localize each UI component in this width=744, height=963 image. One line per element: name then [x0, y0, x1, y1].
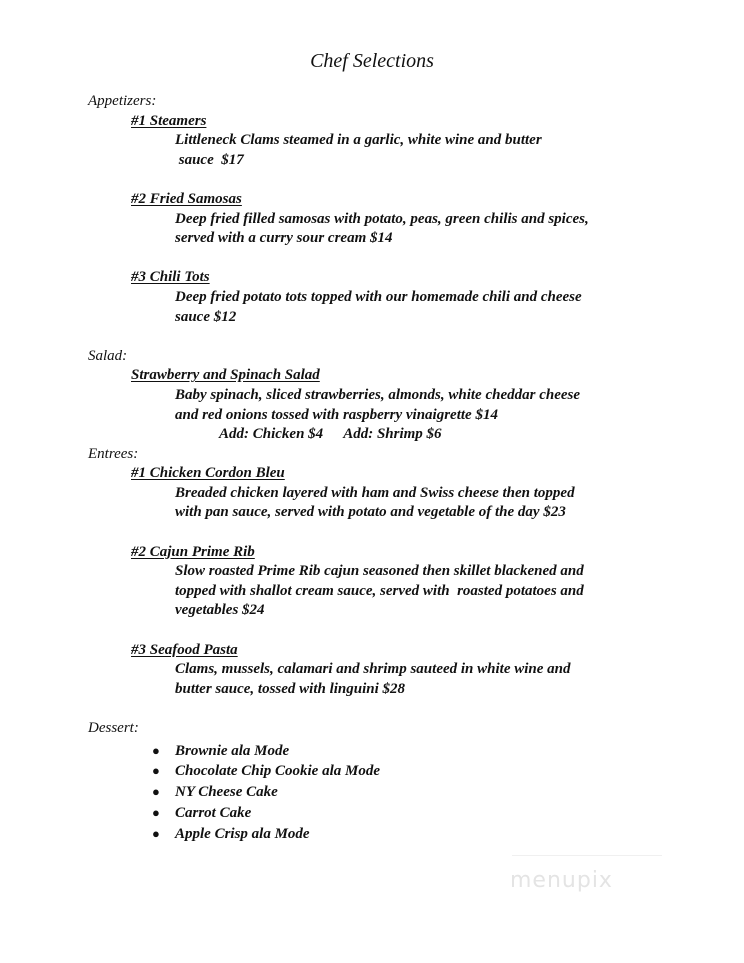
list-item: [88, 761, 708, 782]
bullet-icon: ●: [152, 825, 160, 841]
appetizer-name-chili-tots: #3 Chili Tots: [131, 269, 210, 286]
menupix-watermark: menupix: [510, 868, 613, 893]
list-item: [88, 803, 708, 824]
list-item: [88, 782, 708, 803]
dessert-item-label: Carrot Cake: [175, 804, 252, 821]
dessert-item-label: Chocolate Chip Cookie ala Mode: [175, 763, 381, 780]
dessert-item-label: Brownie ala Mode: [175, 742, 290, 759]
entree-desc-seafood-pasta-line1: Clams, mussels, calamari and shrimp sauteed in white wine and: [175, 661, 571, 678]
bullet-icon: ●: [152, 784, 160, 800]
entree-name-cajun-prime-rib: #2 Cajun Prime Rib: [131, 543, 255, 560]
salad-addons: [219, 425, 708, 445]
section-label-salad: Salad:: [88, 347, 128, 364]
bullet-icon: ●: [152, 742, 160, 758]
entree-desc-cordon-bleu-line1: Breaded chicken layered with ham and Swiss cheese then topped: [175, 484, 575, 501]
dessert-item-label: NY Cheese Cake: [175, 784, 278, 801]
appetizer-desc-samosas-line1: Deep fried filled samosas with potato, peas, green chilis and spices,: [175, 210, 589, 227]
entree-desc-prime-rib-line1: Slow roasted Prime Rib cajun seasoned then skillet blackened and: [175, 563, 584, 580]
section-label-entrees: Entrees:: [88, 445, 139, 462]
menu-body: [88, 92, 708, 845]
entree-desc-seafood-pasta-line2: butter sauce, tossed with linguini $28: [175, 680, 406, 697]
page-title: Chef Selections: [310, 50, 434, 72]
appetizer-desc-chili-tots-line2: sauce $12: [175, 308, 237, 325]
salad-desc-line1: Baby spinach, sliced strawberries, almonds, white cheddar cheese: [175, 386, 580, 403]
appetizer-desc-samosas-line2: served with a curry sour cream $14: [175, 230, 393, 247]
appetizer-desc-chili-tots-line1: Deep fried potato tots topped with our homemade chili and cheese: [175, 288, 582, 305]
entree-name-seafood-pasta: #3 Seafood Pasta: [131, 641, 238, 658]
dessert-list: [88, 741, 708, 845]
salad-addon-shrimp: Add: Shrimp $6: [343, 426, 442, 443]
salad-addon-chicken: Add: Chicken $4: [219, 426, 324, 443]
appetizer-desc-steamers-line1: Littleneck Clams steamed in a garlic, white wine and butter: [175, 132, 542, 149]
salad-desc-line2: and red onions tossed with raspberry vinaigrette $14: [175, 406, 498, 423]
section-label-dessert: Dessert:: [88, 720, 139, 736]
appetizer-desc-steamers-line2: sauce $17: [175, 151, 244, 168]
entree-name-chicken-cordon-bleu: #1 Chicken Cordon Bleu: [131, 465, 285, 482]
entree-desc-cordon-bleu-line2: with pan sauce, served with potato and vegetable of the day $23: [175, 504, 566, 521]
entree-desc-prime-rib-line3: vegetables $24: [175, 602, 265, 619]
section-label-appetizers: Appetizers:: [88, 93, 157, 109]
list-item: [88, 741, 708, 762]
bullet-icon: ●: [152, 804, 160, 820]
entree-desc-prime-rib-line2: topped with shallot cream sauce, served with roasted potatoes and: [175, 582, 584, 599]
appetizer-name-steamers: #1 Steamers: [131, 112, 207, 129]
bullet-icon: ●: [152, 763, 160, 779]
watermark-divider: [512, 855, 662, 856]
list-item: [88, 824, 708, 845]
dessert-item-label: Apple Crisp ala Mode: [175, 825, 310, 842]
appetizer-name-fried-samosas: #2 Fried Samosas: [131, 190, 242, 207]
salad-name-strawberry-spinach: Strawberry and Spinach Salad: [131, 367, 320, 384]
